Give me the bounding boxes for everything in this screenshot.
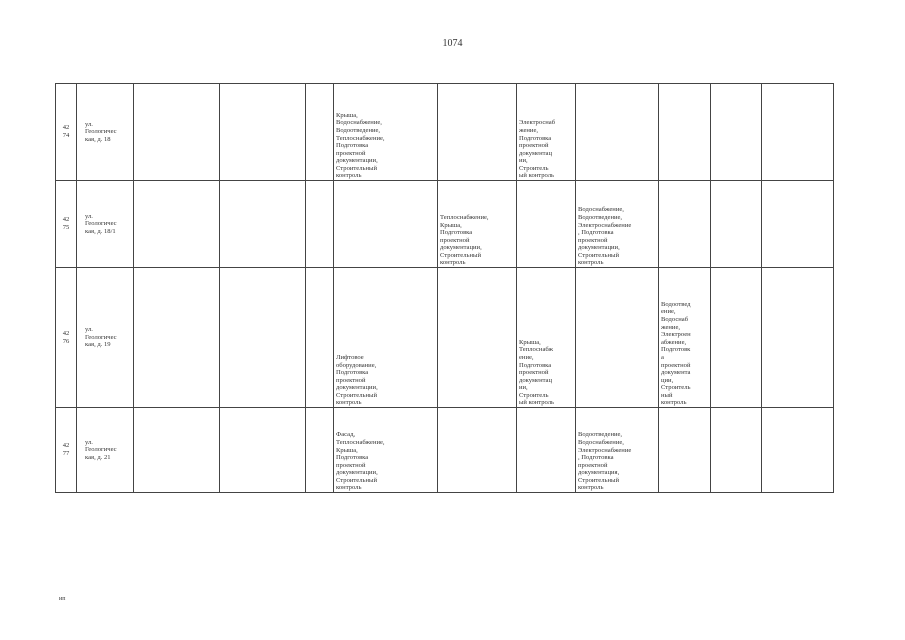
work-cell [334,181,438,268]
work-cell: Фасад, Теплоснабжение, Крыша, Подготовка проектной документации, Строительный контроль [334,408,438,493]
work-cell [134,84,220,181]
work-cell: Теплоснабжение, Крыша, Подготовка проектной документации, Строительный контроль [438,181,517,268]
work-cell [438,84,517,181]
row-number: 42 75 [56,181,77,268]
work-cell [659,181,711,268]
work-cell: Водоотвед ение, Водоснаб жение, Электроен абжение, Подготовк а проектной документа ции, Строитель ный контроль [659,268,711,408]
work-cell [220,84,306,181]
work-cell: Электроснаб жение, Подготовка проектной документац ии, Строитель ый контроль [517,84,576,181]
address-cell: ул. Геологичес кая, д. 18/1 [77,181,134,268]
work-cell [762,268,834,408]
work-cell [220,408,306,493]
row-number: 42 76 [56,268,77,408]
work-cell [711,181,762,268]
address-cell: ул. Геологичес кая, д. 21 [77,408,134,493]
work-cell [306,268,334,408]
row-number: 42 77 [56,408,77,493]
work-cell: Крыша, Теплоснабж ение, Подготовка проектной документац ии, Строитель ый контроль [517,268,576,408]
row-number: 42 74 [56,84,77,181]
work-cell [134,408,220,493]
work-cell [306,84,334,181]
work-cell [306,408,334,493]
work-cell [711,408,762,493]
work-cell [220,268,306,408]
address-cell: ул. Геологичес кая, д. 18 [77,84,134,181]
work-cell [711,84,762,181]
work-cell [762,84,834,181]
table-row [56,408,834,493]
works-table [55,83,834,493]
work-cell [659,408,711,493]
work-cell: Крыша, Водоснабжение, Водоотведение, Теплоснабжение, Подготовка проектной документации, Строительный контроль [334,84,438,181]
work-cell: Водоотведение, Водоснабжение, Электроснабжение , Подготовка проектной документация, Строительный контроль [576,408,659,493]
work-cell [659,84,711,181]
work-cell [711,268,762,408]
table-row [56,181,834,268]
work-cell [306,181,334,268]
page-number: 1074 [442,38,463,49]
work-cell: Водоснабжение, Водоотведение, Электроснабжение , Подготовка проектной документации, Строительный контроль [576,181,659,268]
work-cell [438,268,517,408]
work-cell [576,84,659,181]
footer-mark: ип [59,596,66,602]
table-row [56,268,834,408]
work-cell [134,268,220,408]
work-cell [762,181,834,268]
work-cell [517,408,576,493]
work-cell [517,181,576,268]
work-cell [438,408,517,493]
work-cell [134,181,220,268]
work-cell [762,408,834,493]
table-row [56,84,834,181]
work-cell: Лифтовое оборудование, Подготовка проектной документации, Строительный контроль [334,268,438,408]
address-cell: ул. Геологичес кая, д. 19 [77,268,134,408]
work-cell [576,268,659,408]
work-cell [220,181,306,268]
